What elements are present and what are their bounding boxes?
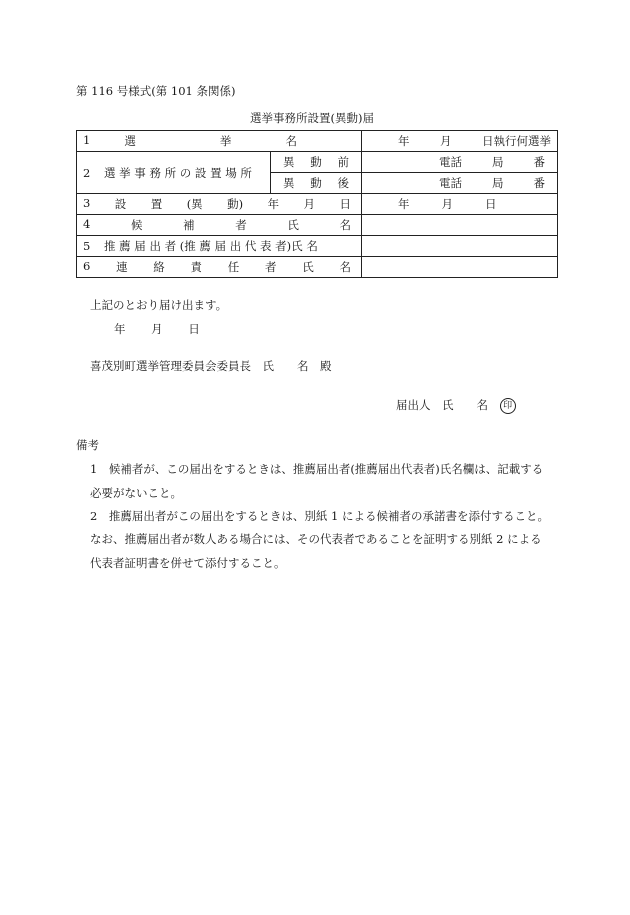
remarks-title: 備考 [76,438,99,452]
setup-date-label: 3 設 置 (異 動) 年 月 日 [77,194,362,215]
recommender-name-value[interactable] [362,236,558,257]
submission-date: 年 月 日 [114,322,200,336]
remark-2-line-2: なお、推薦届出者が数人ある場合には、その代表者であることを証明する別紙 2 による [90,532,542,546]
election-name-value[interactable]: 年 月 日執行何選挙 [362,131,558,152]
setup-date-value[interactable]: 年 月 日 [362,194,558,215]
remark-2-line-3: 代表者証明書を併せて添付すること。 [90,556,286,570]
row-contact-person [77,257,558,278]
submitter-signature: 届出人 氏 名 印 [396,397,516,414]
form-number: 第 116 号様式(第 101 条関係) [76,84,236,98]
candidate-name-label: 4 候 補 者 氏 名 [77,215,362,236]
notification-table [76,130,558,278]
document-title: 選挙事務所設置(異動)届 [250,111,374,125]
row-election-name [77,131,558,152]
after-change-value[interactable]: 電話 局 番 [362,173,558,194]
closing-statement: 上記のとおり届け出ます。 [90,298,228,312]
remark-1-line-2: 必要がないこと。 [90,486,182,500]
candidate-name-value[interactable] [362,215,558,236]
before-change-label: 異 動 前 [271,152,362,173]
before-change-value[interactable]: 電話 局 番 [362,152,558,173]
recommender-name-label: 5 推 薦 届 出 者 (推 薦 届 出 代 表 者)氏 名 [77,236,362,257]
contact-person-label: 6 連 絡 責 任 者 氏 名 [77,257,362,278]
contact-person-value[interactable] [362,257,558,278]
remark-2-line-1: 2 推薦届出者がこの届出をするときは、別紙 1 による候補者の承諾書を添付すること。 [90,509,549,523]
election-name-label: 1 選 挙 名 [77,131,362,152]
row-office-before [77,152,558,173]
row-candidate-name [77,215,558,236]
remark-1-line-1: 1 候補者が、この届出をするときは、推薦届出者(推薦届出代表者)氏名欄は、記載する [90,462,544,476]
row-recommender-name [77,236,558,257]
seal-mark: 印 [500,398,516,414]
addressee: 喜茂別町選挙管理委員会委員長 氏 名 殿 [90,359,332,373]
row-setup-date [77,194,558,215]
after-change-label: 異 動 後 [271,173,362,194]
office-location-label: 2 選 挙 事 務 所 の 設 置 場 所 [77,152,271,194]
